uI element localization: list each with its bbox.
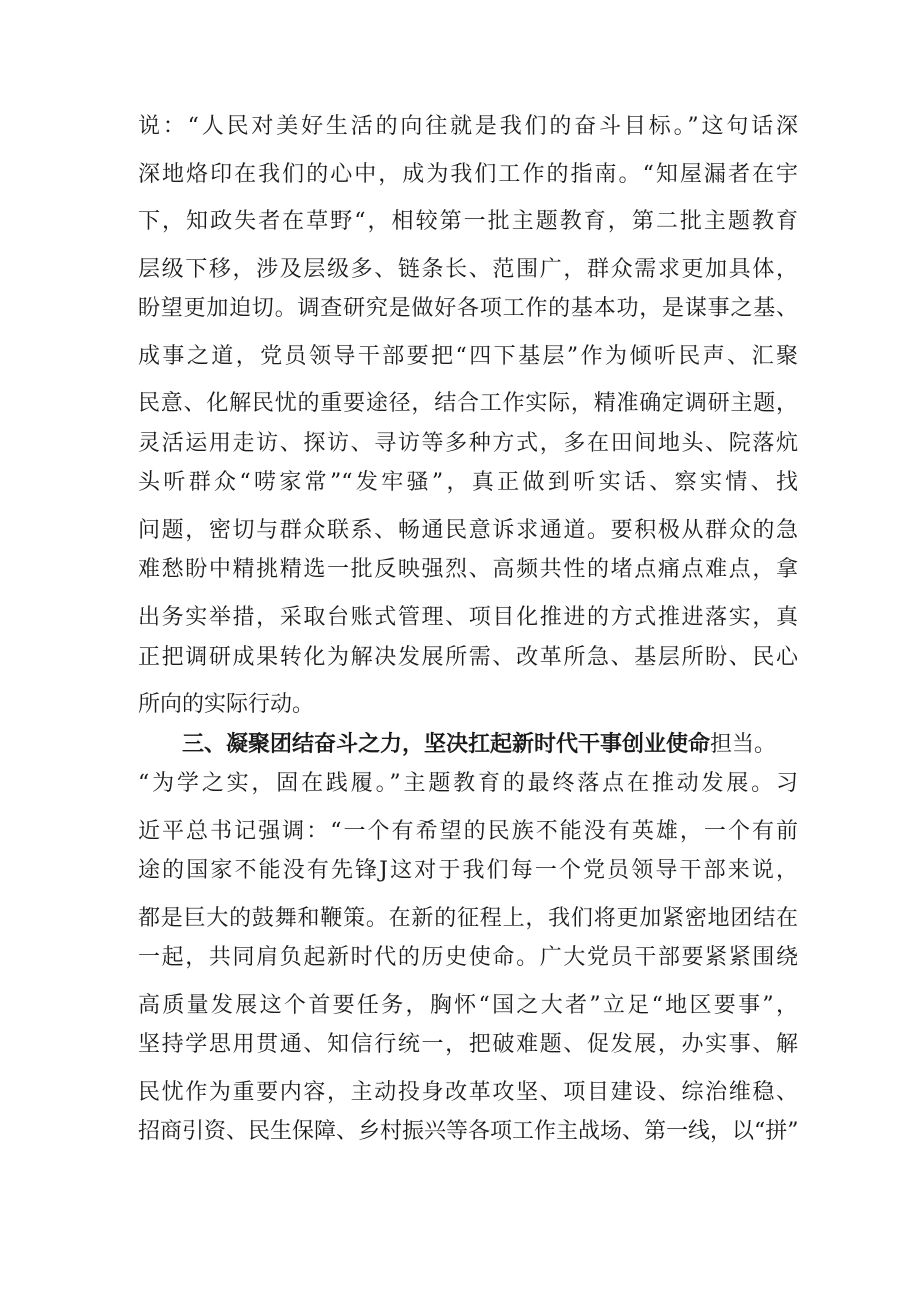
text-line: “为学之实，固在践履。”主题教育的最终落点在推动发展。习 [138,771,798,796]
text-line: 盼望更加迫切。调查研究是做好各项工作的基本功，是谋事之基、 [138,296,798,321]
text-line: 正把调研成果转化为解决发展所需、改革所急、基层所盼、民心 [138,645,798,670]
text-line: 都是巨大的鼓舞和鞭策。在新的征程上，我们将更加紧密地团结在 [138,906,798,931]
text-line: 出务实举措，采取台账式管理、项目化推进的方式推进落实，真 [138,605,798,630]
text-line: 成事之道，党员领导干部要把“四下基层”作为倾听民声、汇聚 [138,344,798,369]
text-line: 近平总书记强调：“一个有希望的民族不能没有英雄，一个有前 [138,819,798,844]
text-line: 所向的实际行动。 [138,692,315,717]
text-line: 途的国家不能没有先锋J这对于我们每一个党员领导干部来说， [138,858,798,883]
text-line: 民意、化解民忧的重要途径，结合工作实际，精准确定调研主题， [138,391,798,416]
text-line: 头听群众“唠家常”“发牢骚”，真正做到听实话、察实情、找 [138,470,798,495]
text-line: 问题，密切与群众联系、畅通民意诉求通道。要积极从群众的急 [138,518,798,543]
section-heading-tail: 担当。 [710,732,777,757]
text-line: 一起，共同肩负起新时代的历史使命。广大党员干部要紧紧围绕 [138,945,798,970]
section-heading-bold: 三、凝聚团结奋斗之力，坚决扛起新时代干事创业使命 [182,732,711,757]
text-line: 灵活运用走访、探访、寻访等多种方式，多在田间地头、院落炕 [138,431,798,456]
text-line: 难愁盼中精挑精选一批反映强烈、高频共性的堵点痛点难点，拿 [138,557,798,582]
text-line: 说：“人民对美好生活的向往就是我们的奋斗目标。”这句话深 [138,114,798,139]
text-line: 下，知政失者在草野“，相较第一批主题教育，第二批主题教育 [138,209,798,234]
section-heading [182,725,798,765]
text-line: 深地烙印在我们的心中，成为我们工作的指南。“知屋漏者在宇 [138,162,798,187]
text-line: 民忧作为重要内容，主动投身改革攻坚、项目建设、综治维稳、 [138,1080,798,1105]
text-line: 招商引资、民生保障、乡村振兴等各项工作主战场、第一线，以“拼” [138,1119,799,1144]
text-line: 层级下移，涉及层级多、链条长、范围广，群众需求更加具体， [138,257,798,282]
text-line: 坚持学思用贯通、知信行统一，把破难题、促发展，办实事、解 [138,1032,798,1057]
text-line: 高质量发展这个首要任务，胸怀“国之大者”立足“地区要事”， [138,993,798,1018]
